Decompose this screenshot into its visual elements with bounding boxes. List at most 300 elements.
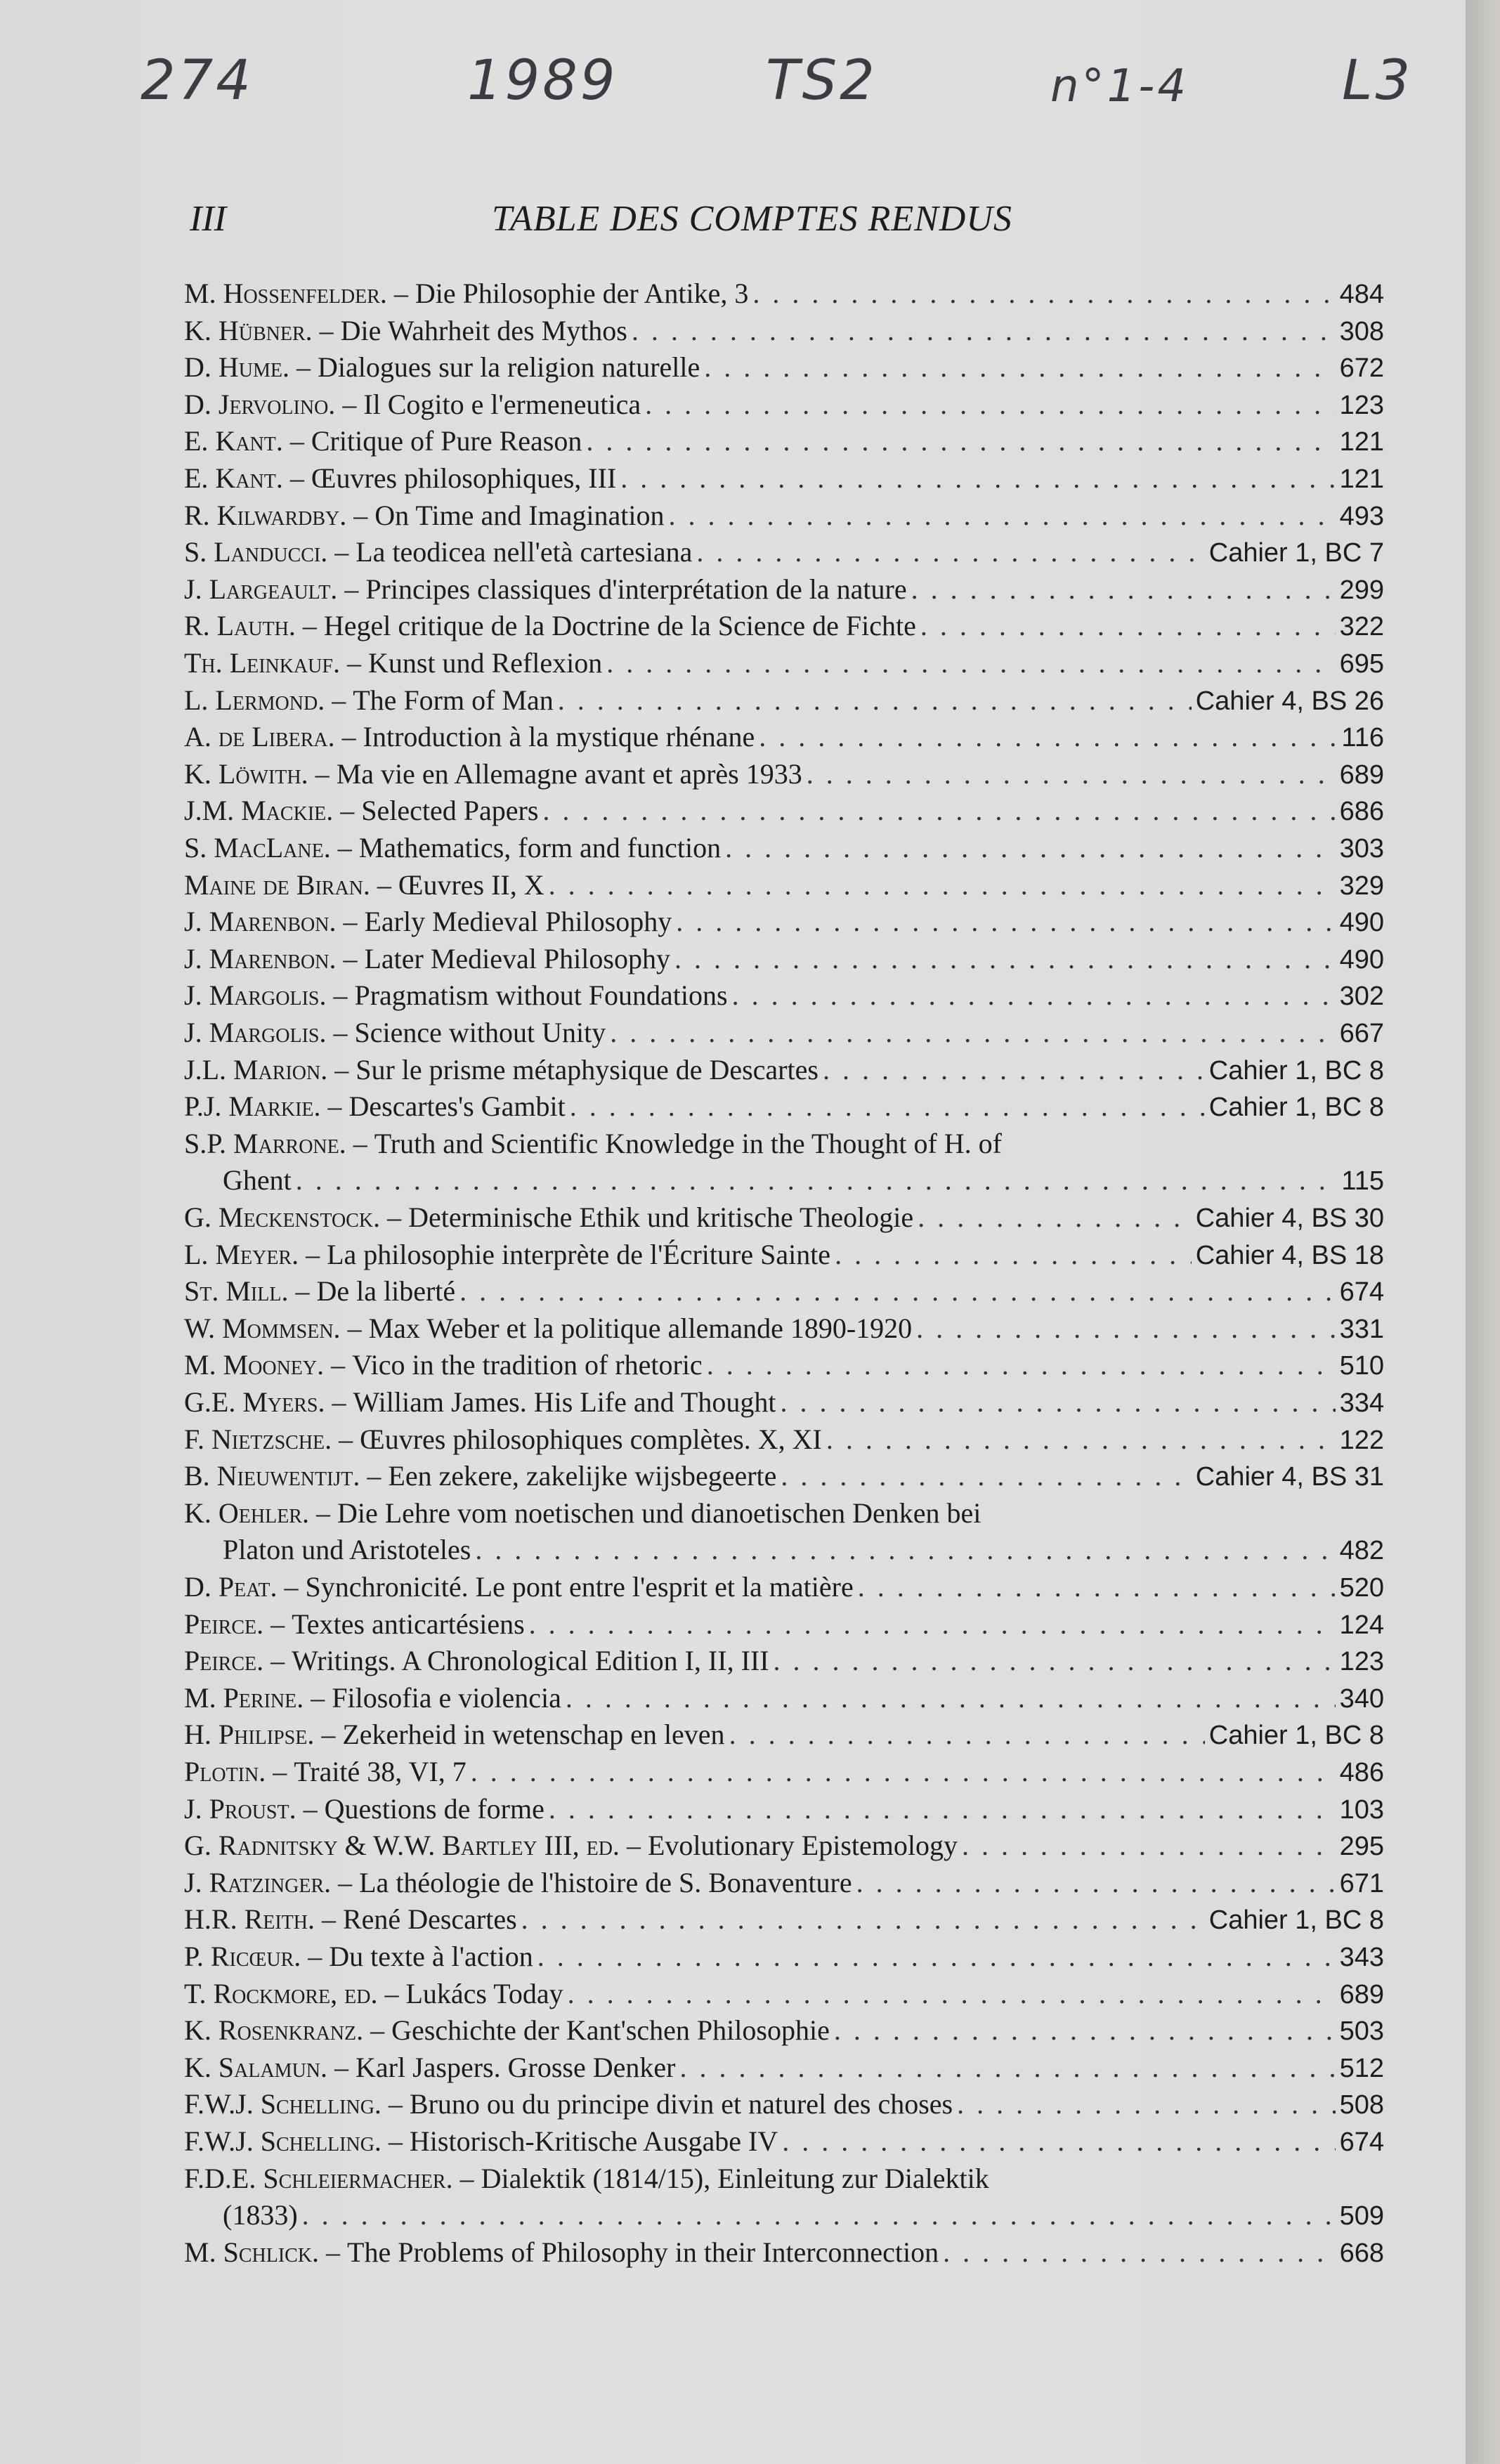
entry-title: The Problems of Philosophy in their Interconnection [347, 2236, 939, 2268]
index-entry [184, 571, 1384, 608]
dot-leader [296, 1162, 1338, 1199]
separator-dash: – [381, 2088, 410, 2120]
entry-author: F. Nietzsche. [184, 1423, 332, 1455]
dot-leader [774, 1643, 1336, 1679]
dot-leader [302, 2197, 1336, 2234]
handwritten-note-5: L3 [1342, 49, 1414, 112]
entry-author: J. Margolis. [184, 979, 327, 1012]
entry-author: J. Ratzinger. [184, 1866, 332, 1898]
dot-leader [759, 719, 1337, 755]
index-entry [184, 1421, 1384, 1458]
dot-leader [674, 941, 1336, 977]
separator-dash: – [327, 2051, 356, 2083]
index-entry [184, 1126, 1384, 1199]
entry-page: 295 [1339, 1832, 1384, 1862]
entry-author: B. Nieuwentijt. [184, 1460, 360, 1492]
entry-title: Die Wahrheit des Mythos [340, 314, 627, 346]
dot-leader [610, 1015, 1335, 1051]
entry-page: 303 [1339, 834, 1384, 863]
dot-leader [781, 1458, 1191, 1494]
entry-page: 484 [1339, 280, 1384, 309]
entry-page: Cahier 1, BC 8 [1208, 1093, 1384, 1123]
entry-title: Lukács Today [405, 1977, 563, 2009]
dot-leader [957, 2086, 1336, 2123]
running-header [184, 198, 1378, 247]
index-entry [184, 349, 1384, 386]
index-entry [184, 867, 1384, 904]
entry-author: G. Meckenstock. [184, 1201, 381, 1233]
dot-leader [620, 460, 1335, 497]
index-entry [184, 2049, 1384, 2086]
index-entry [184, 2086, 1384, 2123]
separator-dash: – [326, 1017, 355, 1048]
dot-leader [707, 1347, 1336, 1383]
entry-author: S.P. Marrone. [184, 1127, 346, 1159]
separator-dash: – [380, 1201, 409, 1233]
separator-dash: – [336, 942, 365, 974]
entry-author: K. Oehler. [184, 1497, 309, 1529]
entry-author: D. Hume. [184, 351, 289, 384]
separator-dash: – [377, 1977, 406, 2009]
entry-page: 671 [1339, 1868, 1384, 1898]
entry-title: Œuvres philosophiques, III [311, 462, 617, 494]
separator-dash: – [325, 684, 353, 716]
entry-title: Die Lehre vom noetischen und dianoetischen Denken bei [337, 1497, 981, 1529]
separator-dash: – [452, 2162, 481, 2194]
entry-author: P.J. Markie. [184, 1090, 321, 1123]
index-entry [184, 830, 1384, 866]
entry-page: 668 [1339, 2238, 1384, 2268]
entry-title: Vico in the tradition of rhetoric [352, 1349, 703, 1381]
dot-leader [549, 867, 1336, 904]
separator-dash: – [282, 462, 311, 494]
index-entry [184, 608, 1384, 644]
separator-dash: – [315, 1903, 343, 1936]
index-entry [184, 2160, 1384, 2234]
dot-leader [549, 1791, 1336, 1827]
dot-leader [566, 1680, 1336, 1716]
dot-leader [943, 2234, 1335, 2271]
entry-author: G. Radnitsky & W.W. Bartley III, ed. [184, 1830, 620, 1862]
index-entry [184, 1865, 1384, 1901]
entry-author: M. Perine. [184, 1681, 304, 1714]
separator-dash: – [337, 573, 366, 605]
entry-author: J. Proust. [184, 1792, 296, 1825]
page-gutter [1466, 0, 1500, 2464]
entry-author: J.L. Marion. [184, 1053, 328, 1086]
index-entry [184, 645, 1384, 682]
dot-leader [856, 1865, 1336, 1901]
entry-title: Filosofia e violencia [332, 1681, 561, 1714]
separator-dash: – [339, 647, 368, 679]
index-entry [184, 682, 1384, 719]
entry-title: Determinische Ethik und kritische Theologie [408, 1201, 914, 1233]
entry-title: Selected Papers [361, 795, 539, 827]
entry-title: Dialogues sur la religion naturelle [318, 351, 700, 384]
entry-author: G.E. Myers. [184, 1386, 325, 1418]
entry-author: F.W.J. Schelling. [184, 2088, 381, 2120]
entry-title: Du texte à l'action [329, 1941, 533, 1972]
dot-leader [834, 2012, 1336, 2049]
separator-dash: – [325, 1386, 353, 1418]
entry-page: 672 [1339, 353, 1384, 384]
index-entry [184, 497, 1384, 534]
index-entry [184, 1237, 1384, 1273]
index-entry [184, 1643, 1384, 1679]
entry-author: R. Lauth. [184, 610, 296, 642]
dot-leader [858, 1569, 1336, 1605]
entry-page: Cahier 4, BS 26 [1195, 686, 1384, 716]
separator-dash: – [340, 1312, 369, 1344]
entry-title: Œuvres philosophiques complètes. X, XI [360, 1423, 822, 1455]
separator-dash: – [282, 425, 311, 457]
index-entry [184, 756, 1384, 793]
entry-author: L. Meyer. [184, 1238, 299, 1270]
dot-leader [918, 1199, 1192, 1236]
separator-dash: – [386, 278, 415, 309]
entry-page: 343 [1339, 1943, 1384, 1972]
index-entry [184, 313, 1384, 349]
entry-author: S. MacLane. [184, 832, 331, 863]
separator-dash: – [363, 2014, 392, 2047]
entry-title-continued: (1833) [223, 2198, 298, 2231]
entry-page: 674 [1339, 1277, 1384, 1308]
separator-dash: – [346, 1127, 374, 1159]
entry-title: William James. His Life and Thought [353, 1386, 776, 1418]
entry-author: Th. Leinkauf. [184, 647, 340, 679]
entry-title: Truth and Scientific Knowledge in the Thought of H. of [374, 1127, 1002, 1159]
entry-title: Later Medieval Philosophy [364, 942, 670, 974]
separator-dash: – [332, 1423, 360, 1455]
entry-author: K. Hübner. [184, 314, 313, 346]
dot-leader [782, 2123, 1335, 2160]
entry-page: 115 [1341, 1166, 1384, 1196]
dot-leader [668, 497, 1335, 534]
dot-leader [529, 1606, 1336, 1643]
index-entry [184, 1015, 1384, 1051]
entry-page: 695 [1339, 649, 1384, 679]
dot-leader [962, 1827, 1336, 1864]
index-entry [184, 1569, 1384, 1605]
dot-leader [632, 313, 1336, 349]
dot-leader [780, 1384, 1335, 1421]
entry-page: 329 [1339, 871, 1384, 901]
index-entry [184, 386, 1384, 423]
entry-author: J. Margolis. [184, 1017, 327, 1048]
separator-dash: – [301, 1941, 330, 1972]
separator-dash: – [296, 1792, 325, 1825]
entry-page: 123 [1339, 390, 1384, 420]
entry-page: 667 [1339, 1019, 1384, 1048]
dot-leader [826, 1421, 1336, 1458]
dot-leader [916, 1310, 1335, 1347]
separator-dash: – [266, 1756, 294, 1787]
index-entry [184, 1384, 1384, 1421]
entry-author: T. Rockmore, ed. [184, 1977, 378, 2009]
index-entry [184, 1827, 1384, 1864]
index-entry [184, 1052, 1384, 1088]
entry-author: M. Mooney. [184, 1349, 325, 1381]
index-entry [184, 460, 1384, 497]
entry-title: On Time and Imagination [374, 499, 665, 531]
page-title: TABLE DES COMPTES RENDUS [492, 199, 1012, 239]
entry-page: 334 [1339, 1388, 1384, 1418]
dot-leader [542, 793, 1335, 829]
entry-page: 520 [1339, 1573, 1384, 1603]
index-entry [184, 423, 1384, 459]
entry-title: La teodicea nell'età cartesiana [356, 536, 693, 568]
entry-title: Synchronicité. Le pont entre l'esprit et la matière [305, 1571, 854, 1603]
entry-page: 490 [1339, 908, 1384, 938]
entry-author: D. Jervolino. [184, 388, 336, 420]
entry-title: Textes anticartésiens [292, 1608, 525, 1640]
entry-title: Dialektik (1814/15), Einleitung zur Dialektik [481, 2162, 989, 2194]
index-entry [184, 1347, 1384, 1383]
entry-author: M. Hossenfelder. [184, 278, 387, 309]
entry-author: Peirce. [184, 1645, 264, 1677]
dot-leader [920, 608, 1336, 644]
separator-dash: – [335, 388, 364, 420]
dot-leader [586, 423, 1335, 459]
entry-title: Historisch-Kritische Ausgabe IV [409, 2125, 778, 2157]
separator-dash: – [263, 1645, 292, 1677]
entry-title-continued: Ghent [223, 1163, 292, 1196]
dot-leader [911, 571, 1336, 608]
index-entry [184, 793, 1384, 829]
entry-author: Peirce. [184, 1608, 264, 1640]
index-entry [184, 534, 1384, 571]
entry-title: Science without Unity [354, 1017, 606, 1048]
dot-leader [729, 1716, 1205, 1753]
entry-author: D. Peat. [184, 1571, 278, 1603]
entry-page: 121 [1339, 464, 1384, 494]
index-entry [184, 275, 1384, 312]
entry-page: Cahier 4, BS 31 [1195, 1462, 1384, 1492]
entry-page: 486 [1339, 1758, 1384, 1787]
entry-page: 490 [1339, 944, 1384, 974]
separator-dash: – [308, 1497, 337, 1529]
entry-author: H.R. Reith. [184, 1903, 315, 1936]
index-entry [184, 1310, 1384, 1347]
index-entry [184, 1606, 1384, 1643]
entry-author: Maine de Biran. [184, 868, 370, 901]
entry-title: La philosophie interprète de l'Écriture Sainte [327, 1238, 831, 1270]
dot-leader [471, 1754, 1336, 1790]
entry-page: 302 [1339, 982, 1384, 1012]
separator-dash: – [619, 1830, 648, 1862]
index-entry [184, 2012, 1384, 2049]
index-entry [184, 2234, 1384, 2271]
dot-leader [570, 1088, 1205, 1125]
separator-dash: – [295, 610, 324, 642]
entry-author: J. Largeault. [184, 573, 338, 605]
entry-author: E. Kant. [184, 425, 283, 457]
separator-dash: – [334, 721, 363, 753]
entry-page: 509 [1339, 2201, 1384, 2231]
entry-author: W. Mommsen. [184, 1312, 341, 1344]
dot-leader [676, 904, 1335, 940]
entry-title: Zekerheid in wetenschap en leven [342, 1719, 725, 1751]
entry-page: 689 [1339, 760, 1384, 790]
dot-leader [807, 756, 1336, 793]
entry-author: F.D.E. Schleiermacher. [184, 2162, 453, 2194]
entry-page: 493 [1339, 501, 1384, 531]
separator-dash: – [320, 1090, 349, 1123]
entry-title: Een zekere, zakelijke wijsbegeerte [388, 1460, 777, 1492]
section-number: III [190, 199, 226, 239]
entry-title: Principes classiques d'interprétation de la nature [365, 573, 907, 605]
entry-title: Hegel critique de la Doctrine de la Science de Fichte [323, 610, 916, 642]
index-entry [184, 941, 1384, 977]
entry-page: 508 [1339, 2090, 1384, 2120]
separator-dash: – [331, 1866, 360, 1898]
dot-leader [645, 386, 1335, 423]
entry-author: J.M. Mackie. [184, 795, 334, 827]
entry-author: J. Marenbon. [184, 942, 337, 974]
dot-leader [696, 534, 1204, 571]
entry-author: S. Landucci. [184, 536, 328, 568]
entry-page: Cahier 1, BC 7 [1208, 538, 1384, 568]
entry-author: A. de Libera. [184, 721, 335, 753]
entry-title: La théologie de l'histoire de S. Bonaventure [359, 1866, 852, 1898]
dot-leader [521, 1901, 1205, 1938]
entry-page: Cahier 1, BC 8 [1208, 1905, 1384, 1936]
separator-dash: – [289, 351, 318, 384]
entry-title: Il Cogito e l'ermeneutica [363, 388, 641, 420]
separator-dash: – [360, 1460, 389, 1492]
entry-title: The Form of Man [353, 684, 554, 716]
dot-leader [459, 1273, 1335, 1310]
index-entry [184, 1976, 1384, 2012]
entry-title: Pragmatism without Foundations [354, 979, 728, 1012]
entry-page: 331 [1339, 1314, 1384, 1344]
separator-dash: – [333, 795, 362, 827]
entry-page: 686 [1339, 797, 1384, 827]
entry-page: Cahier 4, BS 18 [1195, 1240, 1384, 1270]
index-entry [184, 1495, 1384, 1568]
entry-author: K. Salamun. [184, 2051, 328, 2083]
entry-author: J. Marenbon. [184, 906, 337, 938]
entry-page: 689 [1339, 1979, 1384, 2009]
separator-dash: – [326, 979, 355, 1012]
entry-author: L. Lermond. [184, 684, 325, 716]
entry-title: Descartes's Gambit [348, 1090, 566, 1123]
entry-title: Mathematics, form and function [358, 832, 722, 863]
dot-leader [568, 1976, 1336, 2012]
index-entry [184, 1716, 1384, 1753]
entry-title: Max Weber et la politique allemande 1890-1920 [368, 1312, 913, 1344]
entry-title: Evolutionary Epistemology [647, 1830, 958, 1862]
index-entry [184, 904, 1384, 940]
entry-page: 503 [1339, 2016, 1384, 2047]
dot-leader [835, 1237, 1192, 1273]
index-entry [184, 1680, 1384, 1716]
entry-title: Kunst und Reflexion [367, 647, 603, 679]
dot-leader [679, 2049, 1335, 2086]
index-entry [184, 1088, 1384, 1125]
entry-title: Introduction à la mystique rhénane [363, 721, 755, 753]
entry-title: René Descartes [343, 1903, 517, 1936]
entry-author: H. Philipse. [184, 1719, 315, 1751]
index-entry [184, 719, 1384, 755]
dot-leader [537, 1938, 1336, 1975]
entry-author: M. Schlick. [184, 2236, 320, 2268]
entry-page: 122 [1339, 1425, 1384, 1455]
entry-title: Traité 38, VI, 7 [294, 1756, 467, 1787]
entry-page: 308 [1339, 316, 1384, 346]
entry-page: 116 [1341, 723, 1384, 753]
entry-page: 482 [1339, 1535, 1384, 1565]
entry-author: E. Kant. [184, 462, 283, 494]
entry-author: P. Ricœur. [184, 1941, 301, 1972]
separator-dash: – [324, 1349, 353, 1381]
separator-dash: – [327, 1053, 356, 1086]
separator-dash: – [263, 1608, 292, 1640]
separator-dash: – [370, 868, 398, 901]
entry-title-continued: Platon und Aristoteles [223, 1533, 471, 1565]
entry-page: Cahier 4, BS 30 [1195, 1204, 1384, 1233]
entry-author: R. Kilwardby. [184, 499, 347, 531]
separator-dash: – [312, 314, 341, 346]
index-entry [184, 1938, 1384, 1975]
entry-title: Questions de forme [324, 1792, 544, 1825]
index-entry [184, 1754, 1384, 1790]
dot-leader [475, 1532, 1335, 1568]
entry-page: 512 [1339, 2053, 1384, 2083]
entry-page: 340 [1339, 1683, 1384, 1714]
entry-page: Cahier 1, BC 8 [1208, 1055, 1384, 1086]
entry-page: 322 [1339, 612, 1384, 642]
separator-dash: – [336, 906, 365, 938]
entry-author: St. Mill. [184, 1275, 289, 1308]
entry-author: K. Löwith. [184, 757, 308, 790]
entry-title: Early Medieval Philosophy [364, 906, 672, 938]
separator-dash: – [346, 499, 375, 531]
entry-title: Sur le prisme métaphysique de Descartes [356, 1053, 819, 1086]
separator-dash: – [330, 832, 359, 863]
entry-page: 510 [1339, 1351, 1384, 1381]
index-entry [184, 1791, 1384, 1827]
index-entry [184, 1458, 1384, 1494]
dot-leader [732, 977, 1336, 1014]
index-entry [184, 2123, 1384, 2160]
entry-author: K. Rosenkranz. [184, 2014, 364, 2047]
entry-title: Writings. A Chronological Edition I, II, III [292, 1645, 769, 1677]
dot-leader [558, 682, 1192, 719]
separator-dash: – [304, 1681, 332, 1714]
entry-title: Œuvres II, X [398, 868, 544, 901]
separator-dash: – [319, 2236, 348, 2268]
handwritten-note-1: 274 [141, 49, 254, 112]
entry-page: 123 [1339, 1647, 1384, 1677]
dot-leader [704, 349, 1335, 386]
handwritten-note-3: TS2 [766, 49, 878, 112]
entry-title: Ma vie en Allemagne avant et après 1933 [336, 757, 802, 790]
separator-dash: – [327, 536, 356, 568]
entry-page: 299 [1339, 575, 1384, 605]
handwritten-note-4: n°1-4 [1050, 60, 1189, 112]
index-entry [184, 1273, 1384, 1310]
separator-dash: – [308, 757, 337, 790]
entry-title: Bruno ou du principe divin et naturel des choses [409, 2088, 953, 2120]
separator-dash: – [288, 1275, 317, 1308]
entry-title: De la liberté [316, 1275, 456, 1308]
entry-title: Die Philosophie der Antike, 3 [415, 278, 749, 309]
entry-author: Plotin. [184, 1756, 266, 1787]
entry-page: 124 [1339, 1610, 1384, 1640]
entry-author: F.W.J. Schelling. [184, 2125, 381, 2157]
dot-leader [823, 1052, 1205, 1088]
